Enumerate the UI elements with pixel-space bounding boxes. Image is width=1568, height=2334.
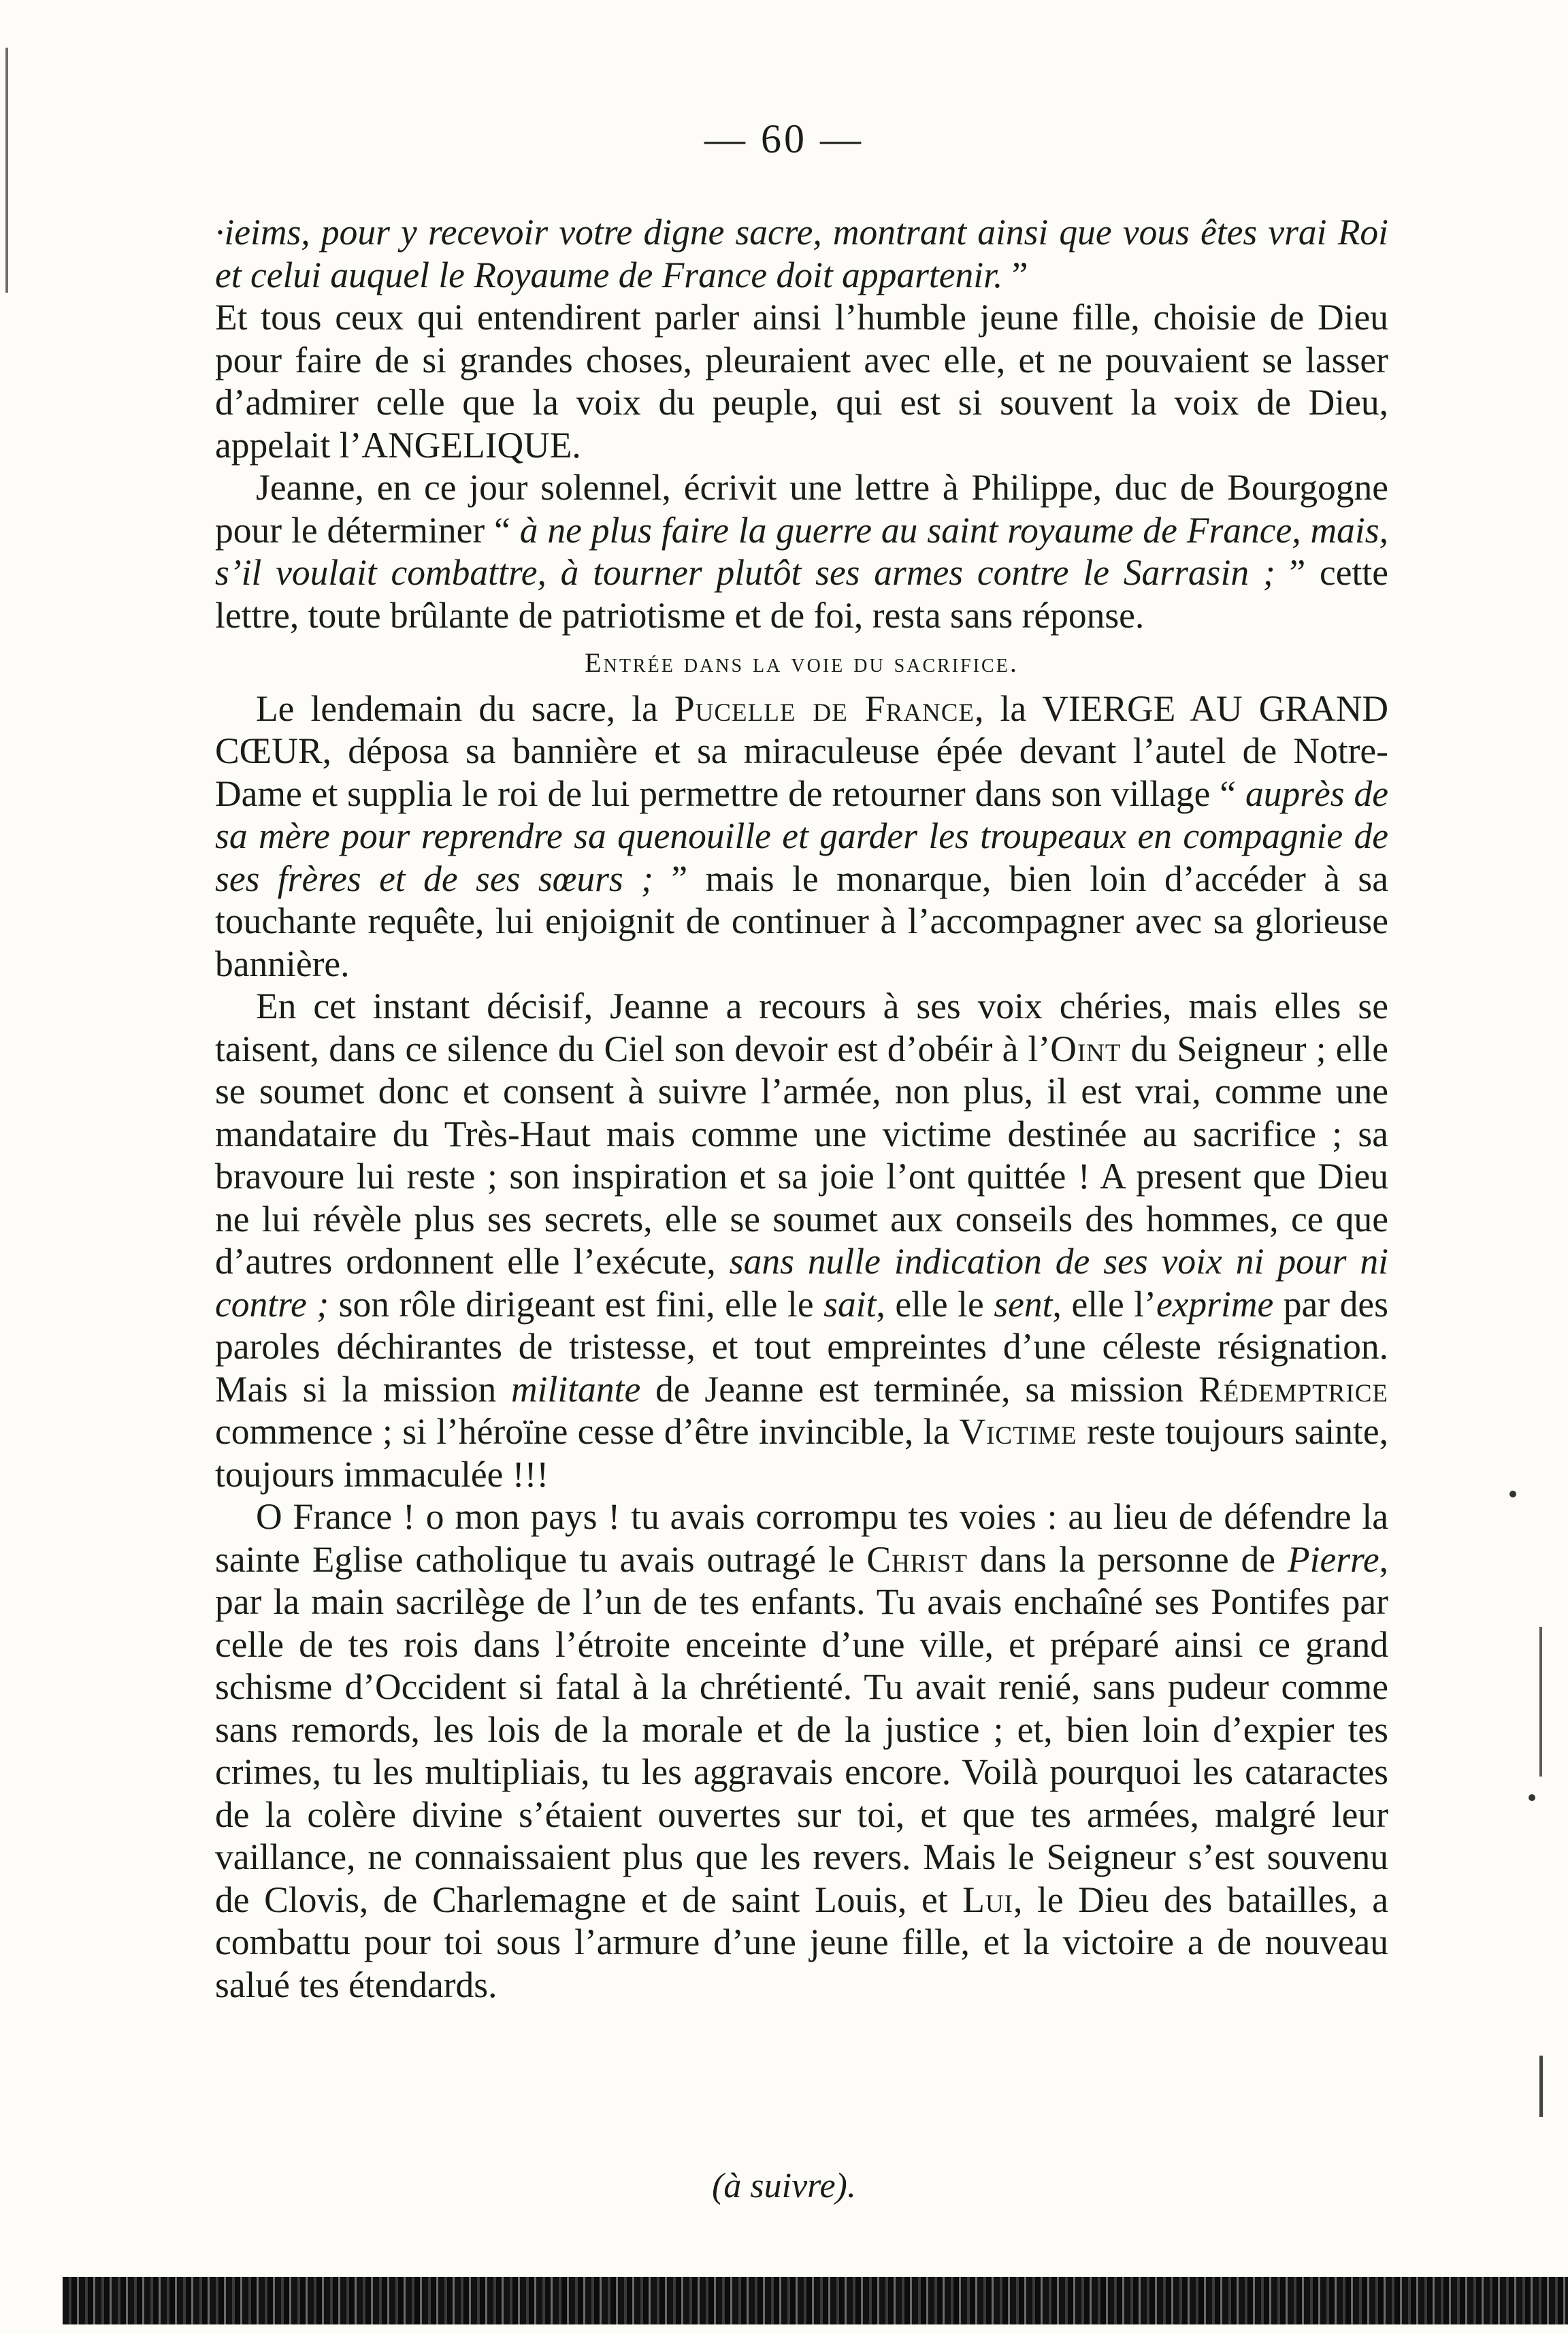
text-run: sans nulle indication de ses voix ni pour ni contre ; (215, 1241, 1389, 1325)
text-run: à ne plus faire la guerre au saint royaume de France, mais, s’il voulait combattre, à tourner plutôt ses armes contre le Sarrasin ; (215, 509, 1388, 593)
text-run: Victime (959, 1411, 1077, 1452)
text-run: , par la main sacrilège de l’un de tes enfants. Tu avais enchaîné ses Pontifes par celle de tes rois dans l’étroite enceinte d’une ville, et préparé ainsi ce grand schisme d’Occident si fatal à la chrétienté. Tu avait renié, sans pudeur comme sans remords, les lois de la morale et de la justice ; et, bien loin d’expier tes crimes, tu les multipliais, tu les aggravais encore. Voilà pourquoi les cataractes de la colère divine s’étaient ouvertes sur toi, et que tes armées, malgré leur vaillance, ne connaissaient plus que les revers. Mais le Seigneur s’est souvenu de Clovis, de Charlemagne et de saint Louis, et (215, 1538, 1388, 1920)
text-run: ·ieims, pour y recevoir votre digne sacre, montrant ainsi que vous êtes vrai Roi et celui auquel le Royaume de France doit appartenir. (215, 212, 1388, 295)
text-run: Lui (962, 1879, 1013, 1920)
text-run: sent (994, 1283, 1053, 1325)
paragraph (215, 296, 1388, 466)
text-run: Le lendemain du sacre, la (256, 687, 674, 729)
paragraph (215, 211, 1388, 296)
text-run: du Seigneur ; elle se soumet donc et consent à suivre l’armée, non plus, il est vrai, comme une mandataire du Très-Haut mais comme une victime destinée au sacrifice ; sa bravoure lui reste ; son inspiration et sa joie l’ont quittée ! A present que Dieu ne lui révèle plus ses secrets, elle se soumet aux conseils des hommes, ce que d’autres ordonnent elle l’exécute, (215, 1028, 1388, 1282)
text-run: auprès de sa mère pour reprendre sa quenouille et garder les troupeaux en compagnie de ses frères et de ses sœurs ; (215, 773, 1388, 899)
text-run: , elle le (876, 1283, 994, 1325)
paragraph (215, 985, 1388, 1495)
text-run: ” (1002, 254, 1028, 295)
text-run: Et tous ceux qui entendirent parler ainsi l’humble jeune fille, choisie de Dieu pour faire de si grandes choses, pleuraient avec elle, et ne pouvaient se lasser d’admirer celle que la voix du peuple, qui est si souvent la voix de Dieu, appelait l’ANGELIQUE. (215, 297, 1388, 466)
text-run: , le Dieu des batailles, a combattu pour toi sous l’armure d’une jeune fille, et la victoire a de nouveau salué tes étendards. (215, 1879, 1388, 2005)
scan-bottom-band (63, 2277, 1568, 2324)
text-run: ” mais le monarque, bien loin d’accéder à sa touchante requête, lui enjoignit de continuer à l’accompagner avec sa glorieuse bannière. (215, 858, 1388, 984)
text-run: En cet instant décisif, Jeanne a recours à ses voix chéries, mais elles se taisent, dans ce silence du Ciel son devoir est d’obéir à l’ (215, 986, 1388, 1069)
scan-margin-mark (1539, 1627, 1542, 1777)
to-be-continued: (à suivre). (712, 2167, 856, 2205)
text-run: par des paroles déchirantes de tristesse, et tout empreintes d’une céleste résignation. Mais si la mission (215, 1283, 1388, 1410)
paragraph (215, 687, 1388, 986)
text-run: sait (823, 1283, 877, 1325)
text-run: Pierre (1287, 1538, 1379, 1580)
text-run: de Jeanne est terminée, sa mission (640, 1368, 1199, 1410)
text-run: militante (511, 1368, 641, 1410)
paragraph (215, 1495, 1388, 2006)
text-run: Rédemptrice (1198, 1368, 1388, 1410)
section-heading: Entrée dans la voie du sacrifice. (585, 647, 1019, 678)
scan-edge-mark (5, 48, 8, 293)
text-run: commence ; si l’héroïne cesse d’être invincible, la (215, 1411, 960, 1452)
text-run: Christ (866, 1538, 968, 1580)
scan-speck (1509, 1491, 1516, 1497)
text-run: Jeanne, en ce jour solennel, écrivit une lettre à Philippe, duc de Bourgogne pour le déterminer “ (215, 467, 1388, 551)
scan-margin-mark (1539, 2056, 1543, 2117)
text-run: , la VIERGE AU GRAND CŒUR, déposa sa bannière et sa miraculeuse épée devant l’autel de Notre-Dame et supplia le roi de lui permettre de retourner dans son village “ (215, 687, 1388, 814)
text-run: Pucelle de France (674, 687, 975, 729)
text-run: O France ! o mon pays ! tu avais corrompu tes voies : au lieu de défendre la sainte Eglise catholique tu avais outragé le (215, 1496, 1388, 1580)
page-number: — 60 — (704, 116, 864, 161)
text-run: dans la personne de (967, 1538, 1288, 1580)
text-run: ” cette lettre, toute brûlante de patriotisme et de foi, resta sans réponse. (215, 552, 1388, 636)
text-run: exprime (1156, 1283, 1274, 1325)
text-run: reste toujours sainte, toujours immaculée !!! (215, 1411, 1388, 1495)
article-body (215, 211, 1388, 2006)
text-run: son rôle dirigeant est fini, elle le (329, 1283, 824, 1325)
text-run: Oint (1050, 1028, 1122, 1069)
paragraph (215, 466, 1388, 636)
scan-speck (1529, 1794, 1535, 1801)
text-run: , elle l’ (1052, 1283, 1156, 1325)
